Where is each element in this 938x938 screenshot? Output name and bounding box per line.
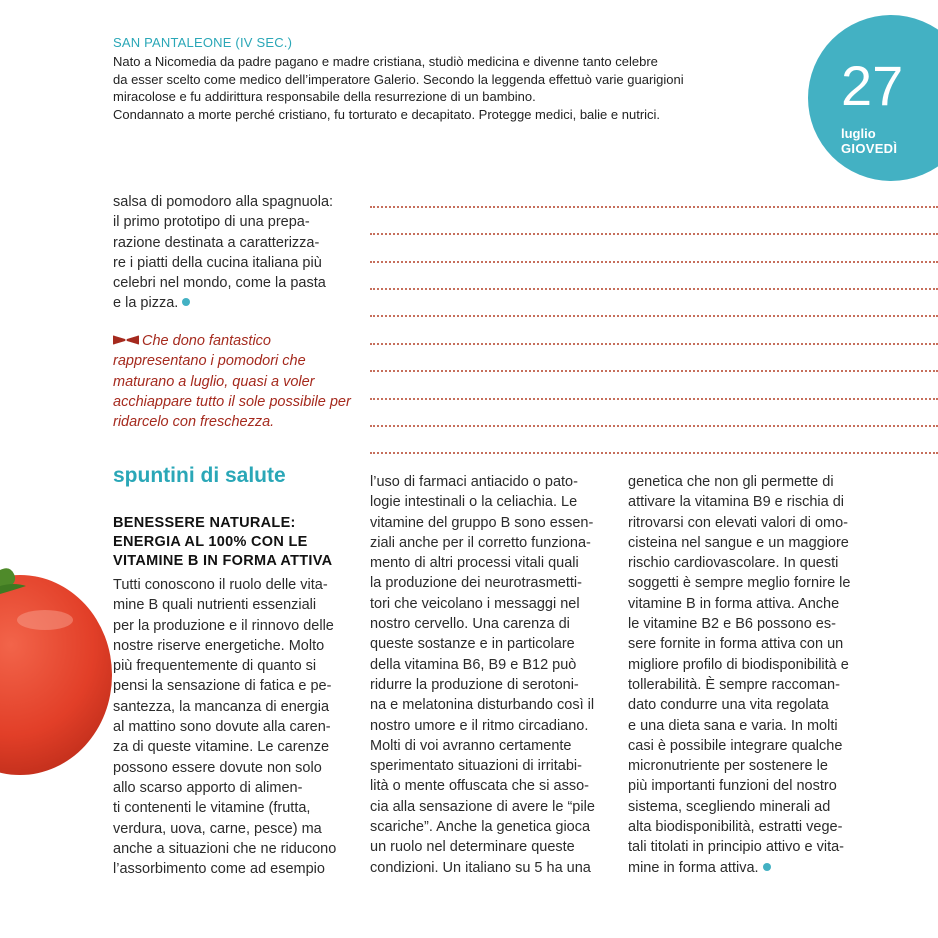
article-line: mine B quali nutrienti essenziali: [113, 597, 317, 614]
quote-line: ridarcelo con freschezza.: [113, 414, 275, 431]
article-line: genetica che non gli permette di: [628, 474, 834, 490]
article-heading: [113, 514, 332, 571]
article-line: migliore profilo di biodisponibilità e: [628, 656, 849, 673]
article-line: santezza, la mancanza di energia: [113, 698, 330, 715]
article-line: Molti di voi avranno certamente: [370, 737, 572, 754]
intro-line: re i piatti della cucina italiana più: [113, 254, 322, 271]
article-line: scariche”. Anche la genetica gioca: [370, 819, 591, 836]
saint-bio-line: Nato a Nicomedia da padre pagano e madre cristiana, studiò medicina e divenne tanto celebre: [113, 54, 658, 69]
article-line: pensi la sensazione di fatica e pe-: [113, 678, 332, 695]
article-line: tori che veicolano i messaggi nel: [370, 595, 580, 612]
note-line[interactable]: [370, 206, 938, 208]
note-line[interactable]: [370, 452, 938, 454]
article-line: tali titolati in principio attivo e vita-: [628, 839, 844, 856]
article-line: tollerabilità. È sempre raccoman-: [628, 676, 840, 693]
quote-line: maturano a luglio, quasi a voler: [113, 373, 315, 390]
article-line: verdura, uova, carne, pesce) ma: [113, 820, 322, 837]
article-line: ti contenenti le vitamine (frutta,: [113, 800, 311, 817]
article-line: micronutriente per sostenere le: [628, 758, 828, 775]
saint-bio: [113, 53, 773, 123]
note-line[interactable]: [370, 370, 938, 372]
section-title: spuntini di salute: [113, 464, 286, 487]
article-line: rischio cardiovascolare. In questi: [628, 555, 839, 572]
quote-line: acchiappare tutto il sole possibile per: [113, 393, 351, 410]
article-line: più importanti funzioni del nostro: [628, 778, 837, 795]
article-line: possono essere dovute non solo: [113, 759, 322, 776]
article-line: le vitamine B2 e B6 possono es-: [628, 616, 836, 633]
article-line: ziali anche per il corretto funziona-: [370, 534, 591, 551]
saint-bio-line: miracolose e fu addirittura responsabile della resurrezione di un bambino.: [113, 89, 536, 104]
saint-bio-line: da esser scelto come medico dell’imperatore Galerio. Secondo la leggenda effettuò varie guarigioni: [113, 71, 684, 87]
month-name: luglio: [841, 126, 876, 141]
article-line: za di queste vitamine. Le carenze: [113, 739, 330, 756]
note-line[interactable]: [370, 315, 938, 317]
article-line: l’assorbimento come ad esempio: [113, 861, 325, 878]
article-line: alta biodisponibilità, estratti vege-: [628, 819, 843, 836]
intro-line: celebri nel mondo, come la pasta: [113, 275, 326, 292]
article-line: lità o mente offuscata che si asso-: [370, 778, 589, 795]
day-number: 27: [841, 54, 904, 117]
intro-line-text: e la pizza.: [113, 295, 179, 312]
intro-paragraph: [113, 192, 333, 314]
article-line: e una dieta sana e varia. In molti: [628, 717, 838, 734]
quote-line: rappresentano i pomodori che: [113, 353, 306, 370]
article-heading-line: VITAMINE B IN FORMA ATTIVA: [113, 553, 333, 569]
bowtie-icon: [113, 335, 139, 345]
article-line: vitamine del gruppo B sono essen-: [370, 514, 594, 531]
article-line: l’uso di farmaci antiacido o pato-: [370, 474, 578, 490]
article-line: vitamine B in forma attiva. Anche: [628, 595, 840, 612]
article-line: soggetti è sempre meglio fornire le: [628, 575, 851, 592]
article-line: per la produzione e il rinnovo delle: [113, 617, 334, 634]
intro-line: [113, 293, 333, 313]
article-line: sere fornite in forma attiva con un: [628, 636, 844, 653]
article-line: mento di altri processi vitali quali: [370, 555, 579, 572]
quote-line: [113, 331, 351, 351]
article-line: na e melatonina disturbando così il: [370, 697, 595, 714]
article-line: dato condurre una vita regolata: [628, 697, 829, 714]
article-line: ridurre la produzione di serotoni-: [370, 676, 579, 693]
intro-line: razione destinata a caratterizza-: [113, 234, 320, 251]
article-line: al mattino sono dovute alla caren-: [113, 719, 331, 736]
note-line[interactable]: [370, 425, 938, 427]
article-line: anche a situazioni che ne riducono: [113, 840, 337, 857]
article-line: cisteina nel sangue e un maggiore: [628, 534, 849, 551]
article-line: più frequentemente di quanto si: [113, 658, 317, 675]
article-line: la produzione dei neurotrasmetti-: [370, 575, 582, 592]
article-line: un ruolo nel determinare queste: [370, 839, 575, 856]
end-dot-icon: [182, 298, 190, 306]
quote-block: [113, 331, 351, 432]
note-line[interactable]: [370, 233, 938, 235]
article-line: sperimentato situazioni di irritabi-: [370, 758, 582, 775]
saint-bio-line: Condannato a morte perché cristiano, fu torturato e decapitato. Protegge medici, balie e nutrici.: [113, 106, 661, 122]
tomato-icon: [0, 560, 112, 780]
article-line: sistema, scegliendo minerali ad: [628, 798, 831, 815]
article-line: della vitamina B6, B9 e B12 può: [370, 656, 577, 673]
article-line: [628, 858, 850, 878]
article-line: nostro umore e il ritmo circadiano.: [370, 717, 589, 734]
article-line: Tutti conoscono il ruolo delle vita-: [113, 577, 328, 593]
note-line[interactable]: [370, 398, 938, 400]
article-line: nostre riserve energetiche. Molto: [113, 637, 325, 654]
article-line: casi è possibile integrare qualche: [628, 737, 843, 754]
note-line[interactable]: [370, 261, 938, 263]
article-line: allo scarso apporto di alimen-: [113, 779, 303, 796]
article-line: cia alla sensazione di avere le “pile: [370, 798, 595, 815]
quote-line-text: Che dono fantastico: [142, 333, 271, 349]
note-line[interactable]: [370, 343, 938, 345]
note-line[interactable]: [370, 288, 938, 290]
article-column-2: [370, 472, 595, 878]
article-line: ritrovarsi con elevati valori di omo-: [628, 514, 848, 531]
intro-line: il primo prototipo di una prepa-: [113, 214, 310, 231]
article-line-text: mine in forma attiva.: [628, 859, 759, 876]
end-dot-icon: [763, 863, 771, 871]
intro-line: salsa di pomodoro alla spagnuola:: [113, 194, 334, 210]
weekday-name: GIOVEDÌ: [841, 141, 898, 156]
article-line: queste sostanze e in particolare: [370, 636, 575, 653]
saint-name: SAN PANTALEONE (IV SEC.): [113, 35, 293, 50]
article-line: logie intestinali o la celiachia. Le: [370, 494, 578, 511]
article-line: condizioni. Un italiano su 5 ha una: [370, 859, 591, 876]
article-heading-line: BENESSERE NATURALE:: [113, 515, 296, 531]
article-heading-line: ENERGIA AL 100% CON LE: [113, 534, 308, 550]
article-line: nostro cervello. Una carenza di: [370, 616, 570, 633]
article-column-3: [628, 472, 850, 878]
article-line: attivare la vitamina B9 e rischia di: [628, 494, 844, 511]
article-column-1: [113, 575, 336, 879]
